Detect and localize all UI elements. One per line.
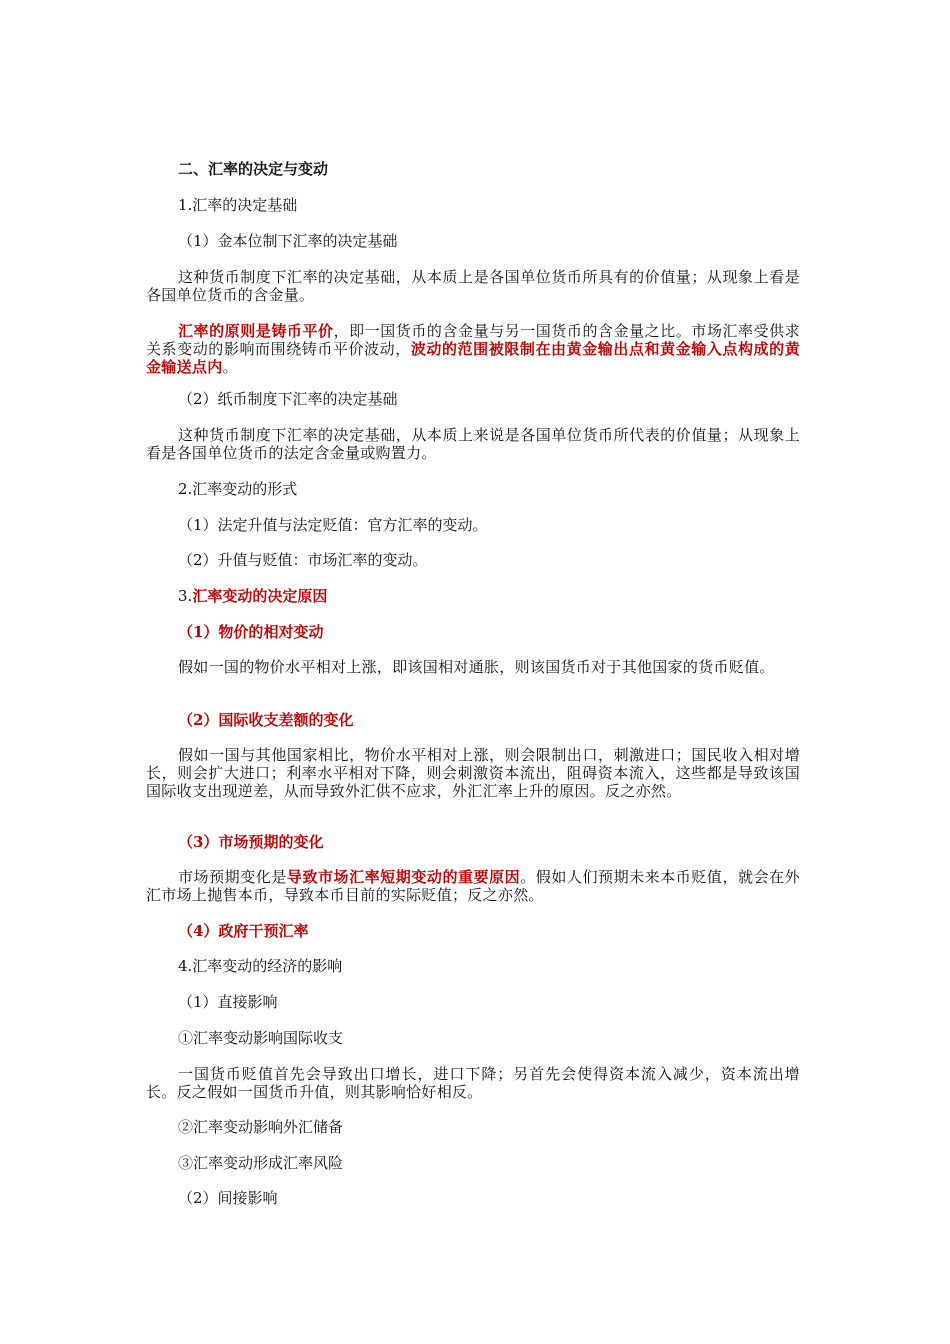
- heading-4-1-a: ①汇率变动影响国际收支: [178, 1029, 344, 1047]
- heading-number: 3.: [178, 587, 193, 605]
- heading-text: 汇率变动的决定原因: [192, 587, 328, 605]
- heading-4-1-c: ③汇率变动形成汇率风险: [178, 1154, 344, 1172]
- paragraph-4: 假如一国的物价水平相对上涨，即该国相对通胀，则该国货币对于其他国家的货币贬值。: [178, 658, 775, 676]
- heading-3-3: （3）市场预期的变化: [178, 833, 324, 851]
- heading-2: 2.汇率变动的形式: [178, 480, 298, 498]
- body-text: 。假如人们预期未来本币贬值，就会在外汇市场上抛售本币，导致本币目前的实际贬值；反之亦然。: [146, 868, 800, 904]
- paragraph-3: 这种货币制度下汇率的决定基础，从本质上来说是各国单位货币所代表的价值量；从现象上看是各国单位货币的法定含金量或购置力。: [146, 426, 800, 462]
- emphasis-text: 汇率的原则是铸币平价: [178, 322, 334, 340]
- heading-3: [178, 587, 832, 605]
- heading-4-1-b: ②汇率变动影响外汇储备: [178, 1118, 344, 1136]
- heading-4-1: （1）直接影响: [178, 993, 278, 1011]
- heading-4: 4.汇率变动的经济的影响: [178, 957, 343, 975]
- heading-1-2: （2）纸币制度下汇率的决定基础: [178, 390, 398, 408]
- paragraph-2: [146, 322, 800, 376]
- emphasis-text: 导致市场汇率短期变动的重要原因: [286, 868, 521, 886]
- paragraph-6: [146, 868, 800, 904]
- heading-2-1: （1）法定升值与法定贬值：官方汇率的变动。: [178, 516, 488, 534]
- section-title: 二、汇率的决定与变动: [178, 160, 329, 178]
- paragraph-1: 这种货币制度下汇率的决定基础，从本质上是各国单位货币所具有的价值量；从现象上看是各国单位货币的含金量。: [146, 268, 800, 304]
- heading-1-1: （1）金本位制下汇率的决定基础: [178, 232, 398, 250]
- heading-3-2: （2）国际收支差额的变化: [178, 711, 354, 729]
- heading-4-2: （2）间接影响: [178, 1189, 278, 1207]
- paragraph-7: 一国货币贬值首先会导致出口增长，进口下降；另首先会使得资本流入减少，资本流出增长。反之假如一国货币升值，则其影响恰好相反。: [146, 1065, 800, 1101]
- heading-3-1: （1）物价的相对变动: [178, 623, 324, 641]
- body-text: 市场预期变化是: [178, 868, 287, 886]
- body-text: 。: [222, 358, 238, 376]
- heading-2-2: （2）升值与贬值：市场汇率的变动。: [178, 551, 428, 569]
- body-text: ，即一国货币的含金量与另一国货币的含金量之比。市场汇率受供求关系变动的影响而围绕铸币平价波动，: [146, 322, 800, 358]
- paragraph-5: 假如一国与其他国家相比，物价水平相对上涨，则会限制出口，刺激进口；国民收入相对增长，则会扩大进口；利率水平相对下降，则会刺激资本流出，阻碍资本流入，这些都是导致该国国际收支出现逆差，从而导致外汇供不应求，外汇汇率上升的原因。反之亦然。: [146, 746, 800, 800]
- heading-3-4: （4）政府干预汇率: [178, 922, 309, 940]
- emphasis-text: 波动的范围被限制在由黄金输出点和黄金输入点构成的黄金输送点内: [146, 340, 800, 376]
- heading-1: 1.汇率的决定基础: [178, 196, 298, 214]
